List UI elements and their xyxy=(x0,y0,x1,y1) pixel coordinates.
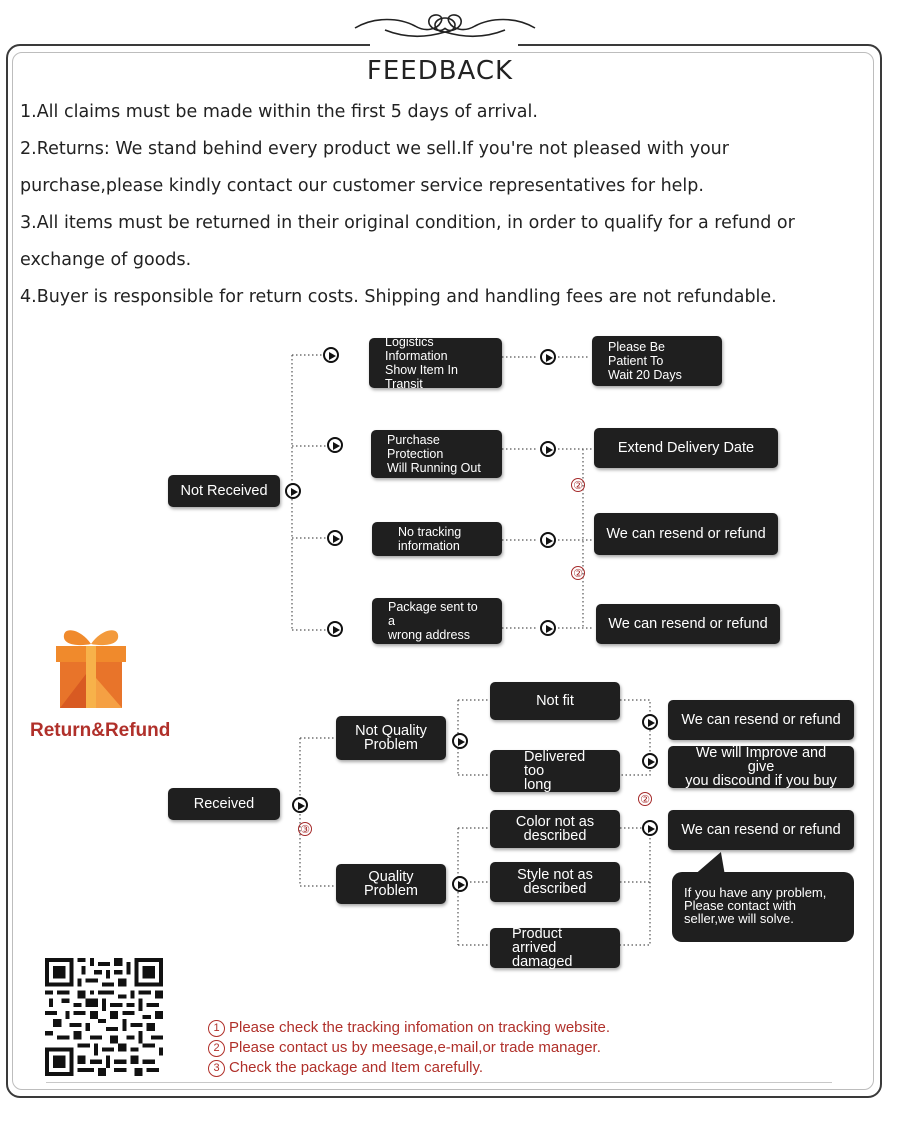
issue-wrong-address: Package sent to a wrong address xyxy=(372,598,502,644)
play-circle-icon xyxy=(327,621,343,637)
play-circle-icon xyxy=(540,620,556,636)
solution-resend-refund: We can resend or refund xyxy=(668,810,854,850)
page-title: FEEDBACK xyxy=(366,56,514,86)
return-refund-label: Return&Refund xyxy=(30,720,171,741)
solution-resend-refund: We can resend or refund xyxy=(668,700,854,740)
issue-logistics-info: Logistics Information Show Item In Transit xyxy=(369,338,502,388)
play-circle-icon xyxy=(285,483,301,499)
quality-problem-node: Quality Problem xyxy=(336,864,446,904)
play-circle-icon xyxy=(292,797,308,813)
issue-style-not-as-described: Style not as described xyxy=(490,862,620,902)
solution-extend-delivery: Extend Delivery Date xyxy=(594,428,778,468)
not-received-node: Not Received xyxy=(168,475,280,507)
play-circle-icon xyxy=(540,532,556,548)
play-circle-icon xyxy=(642,714,658,730)
play-circle-icon xyxy=(540,441,556,457)
footnote-3: 3 Check the package and Item carefully. xyxy=(208,1058,610,1078)
issue-purchase-protection: Purchase Protection Will Running Out xyxy=(371,430,502,478)
solution-resend-refund: We can resend or refund xyxy=(596,604,780,644)
play-circle-icon xyxy=(327,437,343,453)
play-circle-icon xyxy=(452,876,468,892)
play-circle-icon xyxy=(642,753,658,769)
step-mark: ② xyxy=(571,478,585,492)
issue-no-tracking: No tracking information xyxy=(372,522,502,556)
solution-be-patient: Please Be Patient To Wait 20 Days xyxy=(592,336,722,386)
divider xyxy=(46,1082,832,1083)
not-quality-problem-node: Not Quality Problem xyxy=(336,716,446,760)
qr-code-icon xyxy=(44,958,164,1076)
issue-product-damaged: Product arrived damaged xyxy=(490,928,620,968)
footnote-2: 2 Please contact us by meesage,e-mail,or trade manager. xyxy=(208,1038,610,1058)
gift-box-icon xyxy=(52,624,130,710)
play-circle-icon xyxy=(327,530,343,546)
rule-2: 2.Returns: We stand behind every product we sell.If you're not pleased with your purchase,please kindly contact our customer service representatives for help. xyxy=(20,139,729,196)
play-circle-icon xyxy=(642,820,658,836)
issue-not-fit: Not fit xyxy=(490,682,620,720)
play-circle-icon xyxy=(323,347,339,363)
solution-improve-discount: We will Improve and give you discound if you buy xyxy=(668,746,854,788)
rule-3: 3.All items must be returned in their original condition, in order to qualify for a refund or exchange of goods. xyxy=(20,213,795,270)
play-circle-icon xyxy=(540,349,556,365)
step-mark: ② xyxy=(638,792,652,806)
received-node: Received xyxy=(168,788,280,820)
play-circle-icon xyxy=(452,733,468,749)
footnotes xyxy=(208,1018,610,1078)
footnote-1: 1 Please check the tracking infomation on tracking website. xyxy=(208,1018,610,1038)
step-mark: ③ xyxy=(298,822,312,836)
step-mark: ② xyxy=(571,566,585,580)
contact-speech-bubble: If you have any problem, Please contact with seller,we will solve. xyxy=(672,872,854,942)
issue-delivered-too-long: Delivered too long xyxy=(490,750,620,792)
issue-color-not-as-described: Color not as described xyxy=(490,810,620,848)
rule-1: 1.All claims must be made within the first 5 days of arrival. xyxy=(20,102,538,122)
rule-4: 4.Buyer is responsible for return costs. Shipping and handling fees are not refundable. xyxy=(20,287,777,307)
solution-resend-refund: We can resend or refund xyxy=(594,513,778,555)
